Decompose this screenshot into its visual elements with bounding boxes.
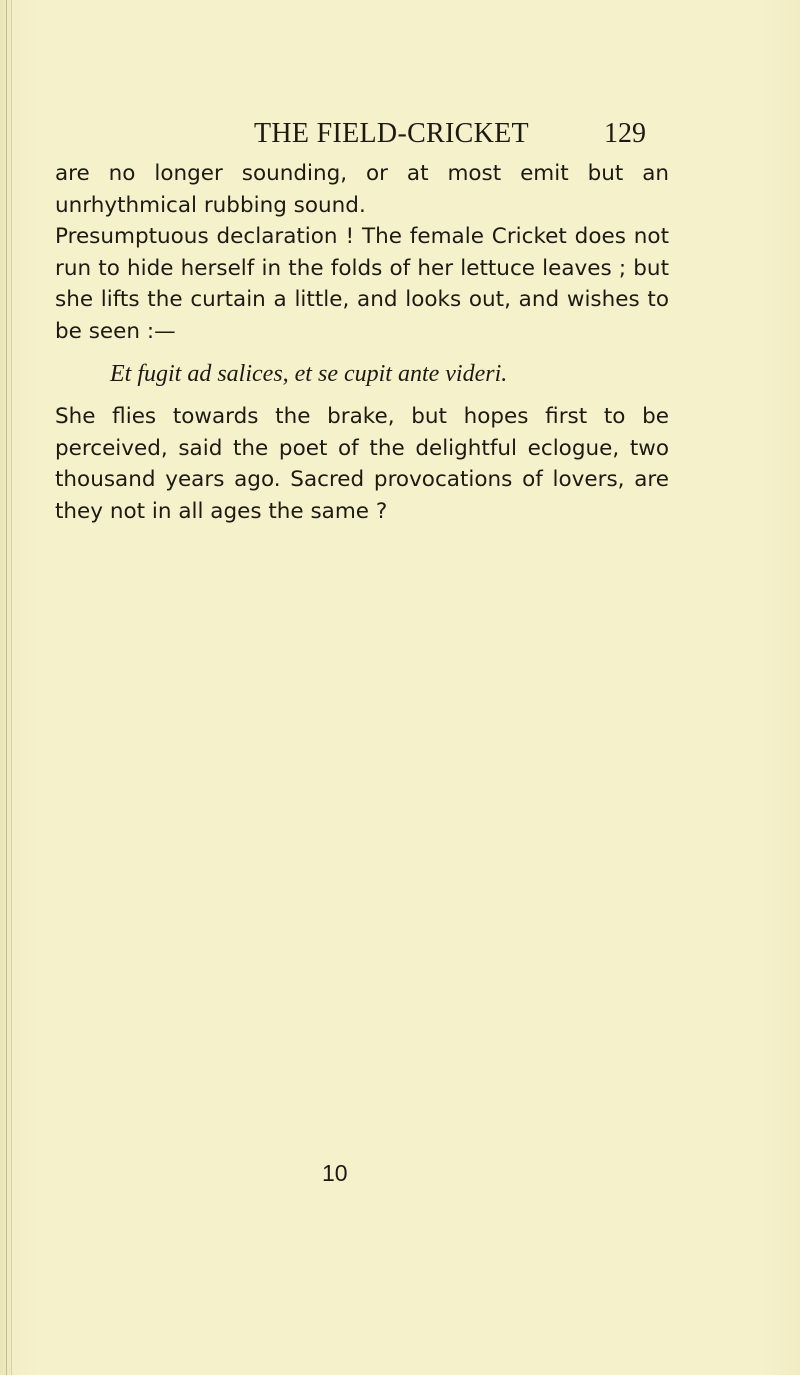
page-number: 129 [604, 118, 646, 149]
paragraph-continuation: are no longer sounding, or at most emit but an unrhythmical rubbing sound. [55, 161, 669, 218]
paragraph-translation: She flies towards the brake, but hopes first to be perceived, said the poet of the delightful eclogue, two thousand years ago. Sacred provocations of lovers, are they not in all ages the same ? [55, 404, 669, 524]
signature-mark: 10 [322, 1160, 348, 1186]
running-head [254, 118, 646, 154]
running-title: THE FIELD-CRICKET [254, 118, 529, 149]
body-text [55, 158, 669, 527]
binding-edge-inner [11, 0, 12, 1375]
binding-edge [6, 0, 7, 1375]
latin-quotation: Et fugit ad salices, et se cupit ante videri. [110, 361, 508, 387]
paragraph-declaration: Presumptuous declaration ! The female Cricket does not run to hide herself in the folds of her lettuce leaves ; but she lifts the curtain a little, and looks out, and wishes to be seen :— [55, 224, 669, 344]
